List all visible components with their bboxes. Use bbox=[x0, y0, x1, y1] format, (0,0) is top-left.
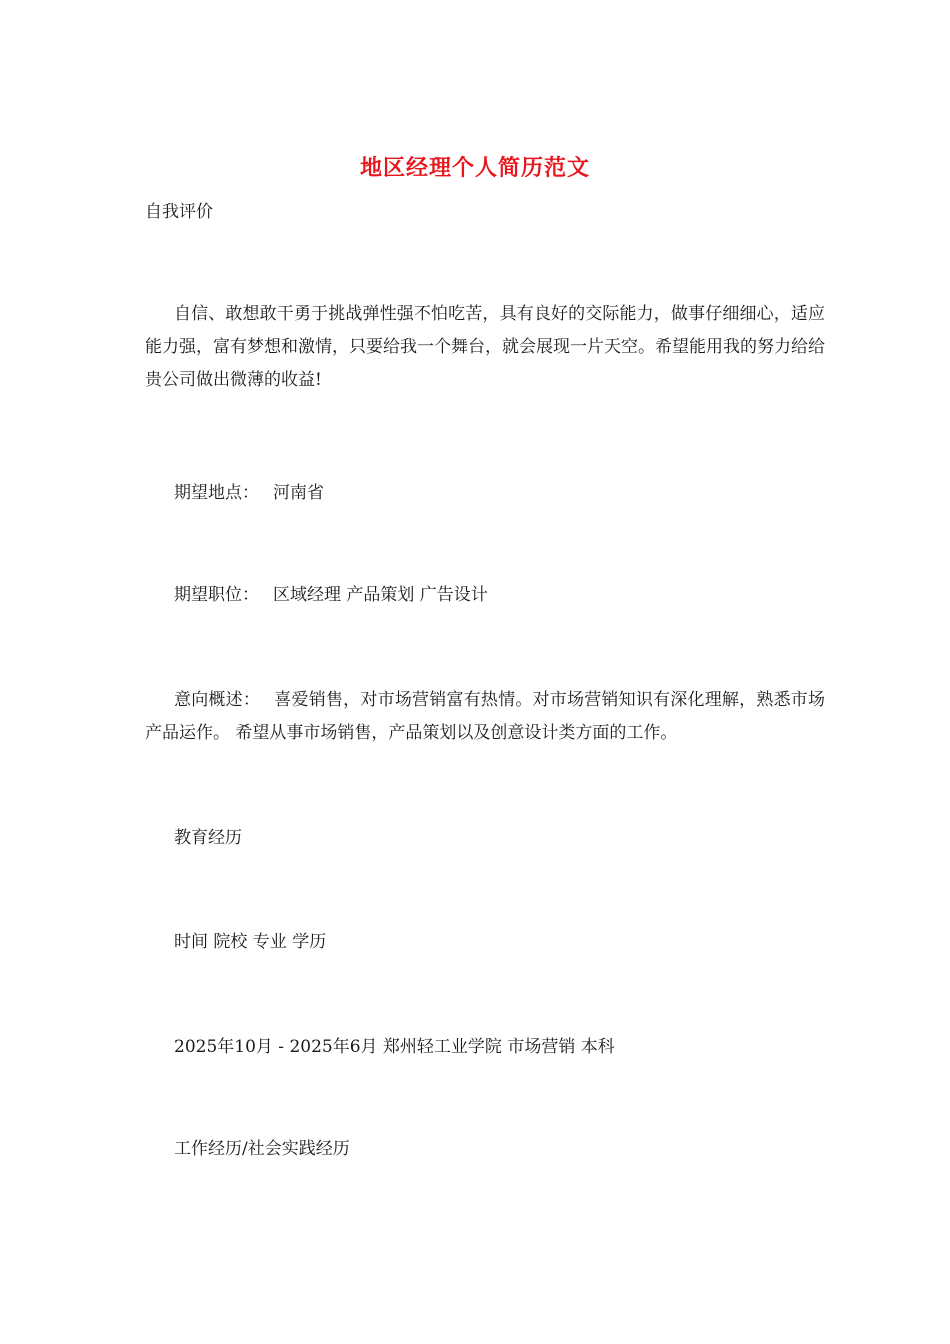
expected-position-value: 区域经理 产品策划 广告设计 bbox=[273, 585, 488, 605]
education-row: 2025年10月 - 2025年6月 郑州轻工业学院 市场营销 本科 bbox=[174, 1037, 615, 1057]
expected-position-label: 期望职位： bbox=[174, 585, 259, 605]
education-columns: 时间 院校 专业 学历 bbox=[174, 932, 327, 952]
work-experience-heading: 工作经历/社会实践经历 bbox=[174, 1139, 350, 1159]
expected-location-label: 期望地点： bbox=[174, 483, 259, 503]
document-title: 地区经理个人简历范文 bbox=[359, 155, 590, 181]
intent-summary-value: 喜爱销售，对市场营销富有热情。对市场营销知识有深化理解，熟悉市场产品运作。 希望从事市场销售，产品策划以及创意设计类方面的工作。 bbox=[145, 690, 826, 743]
expected-location-value: 河南省 bbox=[273, 483, 324, 503]
section-heading-self-evaluation: 自我评价 bbox=[145, 202, 213, 222]
expected-position-line bbox=[174, 580, 488, 610]
expected-location-line bbox=[174, 478, 324, 508]
self-evaluation-paragraph: 自信、敢想敢干勇于挑战弹性强不怕吃苦，具有良好的交际能力，做事仔细细心，适应能力强，富有梦想和激情，只要给我一个舞台，就会展现一片天空。希望能用我的努力给给贵公司做出微薄的收益! bbox=[145, 304, 825, 390]
education-heading: 教育经历 bbox=[174, 828, 242, 848]
intent-summary-paragraph bbox=[145, 684, 825, 750]
intent-summary-label: 意向概述： bbox=[174, 690, 261, 710]
